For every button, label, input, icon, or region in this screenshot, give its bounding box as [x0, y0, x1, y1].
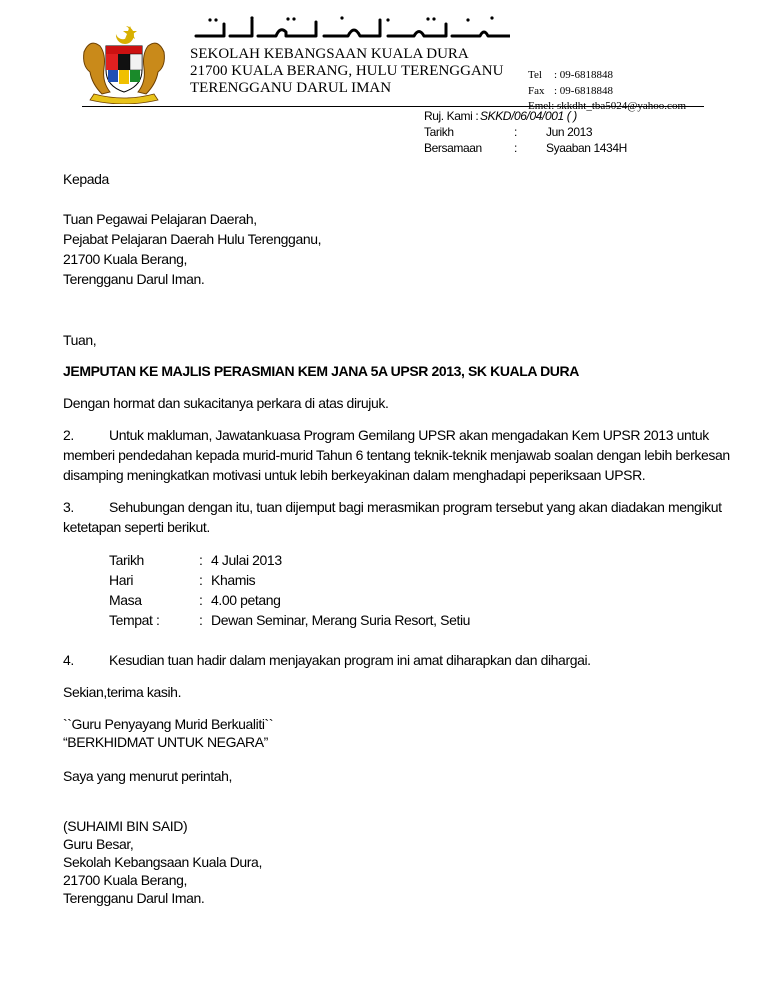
para3-number: 3.	[63, 499, 74, 515]
detail-colon: :	[199, 592, 203, 608]
detail-row-hari	[109, 571, 255, 589]
school-name: SEKOLAH KEBANGSAAN KUALA DURA	[190, 46, 469, 62]
school-address: 21700 KUALA BERANG, HULU TERENGGANU	[190, 63, 504, 79]
motto-line-2: “BERKHIDMAT UNTUK NEGARA”	[63, 734, 268, 750]
detail-colon: :	[199, 572, 203, 588]
detail-value: 4.00 petang	[211, 592, 281, 608]
detail-value: 4 Julai 2013	[211, 552, 282, 568]
bersamaan-label: Bersamaan	[424, 141, 482, 155]
closing-thanks: Sekian,terima kasih.	[63, 684, 182, 700]
recipient-line-1: Tuan Pegawai Pelajaran Daerah,	[63, 211, 257, 227]
salutation: Tuan,	[63, 332, 97, 348]
email-line: Emel: skkdht_tba5024@yahoo.com	[528, 100, 686, 112]
detail-value: Dewan Seminar, Merang Suria Resort, Setiu	[211, 612, 471, 628]
recipient-line-2: Pejabat Pelajaran Daerah Hulu Terengganu,	[63, 231, 322, 247]
detail-colon: :	[199, 552, 203, 568]
detail-label: Tempat :	[109, 612, 160, 628]
ruj-value: SKKD/06/04/001 ( )	[480, 109, 577, 123]
para3-text-1: Sehubungan dengan itu, tuan dijemput bagi merasmikan program tersebut yang akan diadakan mengikut	[109, 499, 722, 515]
detail-value: Khamis	[211, 572, 256, 588]
detail-colon: :	[199, 612, 203, 628]
para4-number: 4.	[63, 652, 74, 668]
bersamaan-value: Syaaban 1434H	[546, 141, 627, 155]
para2-line-1	[63, 426, 709, 444]
ruj-label: Ruj. Kami :	[424, 109, 479, 123]
closing-yours: Saya yang menurut perintah,	[63, 768, 232, 784]
detail-label: Masa	[109, 592, 142, 608]
para3-line-1	[63, 498, 722, 516]
recipient-line-4: Terengganu Darul Iman.	[63, 271, 205, 287]
coat-of-arms-icon	[78, 22, 170, 104]
para2-line-2: memberi pendedahan kepada murid-murid Tahun 6 tentang teknik-teknik menjawab soalan dengan lebih berkesan	[63, 447, 730, 463]
signer-title: Guru Besar,	[63, 836, 134, 852]
para4-line	[63, 651, 591, 669]
signer-state: Terengganu Darul Iman.	[63, 890, 205, 906]
detail-label: Tarikh	[109, 552, 144, 568]
detail-row-tarikh	[109, 551, 282, 569]
fax-value: : 09-6818848	[554, 84, 613, 97]
para2-line-3: disamping meningkatkan motivasi untuk lebih berkeyakinan dalam menghadapi peperiksaan UPSR.	[63, 467, 646, 483]
detail-row-masa	[109, 591, 281, 609]
school-state: TERENGGANU DARUL IMAN	[190, 80, 392, 96]
bersamaan-colon: :	[514, 141, 517, 155]
kepada-label: Kepada	[63, 171, 109, 187]
detail-label: Hari	[109, 572, 134, 588]
subject-heading: JEMPUTAN KE MAJLIS PERASMIAN KEM JANA 5A UPSR 2013, SK KUALA DURA	[63, 363, 579, 379]
fax-label: Fax	[528, 84, 545, 97]
header-divider	[82, 106, 704, 107]
detail-row-tempat	[109, 611, 470, 629]
motto-line-1: ``Guru Penyayang Murid Berkualiti``	[63, 716, 274, 732]
para2-number: 2.	[63, 427, 74, 443]
tel-value: : 09-6818848	[554, 69, 613, 81]
jawi-school-title	[192, 14, 510, 44]
signer-postcode: 21700 Kuala Berang,	[63, 872, 187, 888]
signer-school: Sekolah Kebangsaan Kuala Dura,	[63, 854, 262, 870]
tarikh-value: Jun 2013	[546, 125, 593, 139]
para3-line-2: ketetapan seperti berikut.	[63, 519, 210, 535]
recipient-line-3: 21700 Kuala Berang,	[63, 251, 187, 267]
tarikh-colon: :	[514, 125, 517, 139]
para4-text: Kesudian tuan hadir dalam menjayakan program ini amat diharapkan dan dihargai.	[109, 652, 591, 668]
signer-name: (SUHAIMI BIN SAID)	[63, 818, 188, 834]
para2-text-1: Untuk makluman, Jawatankuasa Program Gemilang UPSR akan mengadakan Kem UPSR 2013 untuk	[109, 427, 709, 443]
tel-label: Tel	[528, 69, 542, 81]
opening-line: Dengan hormat dan sukacitanya perkara di atas dirujuk.	[63, 395, 389, 411]
tarikh-label: Tarikh	[424, 125, 454, 139]
